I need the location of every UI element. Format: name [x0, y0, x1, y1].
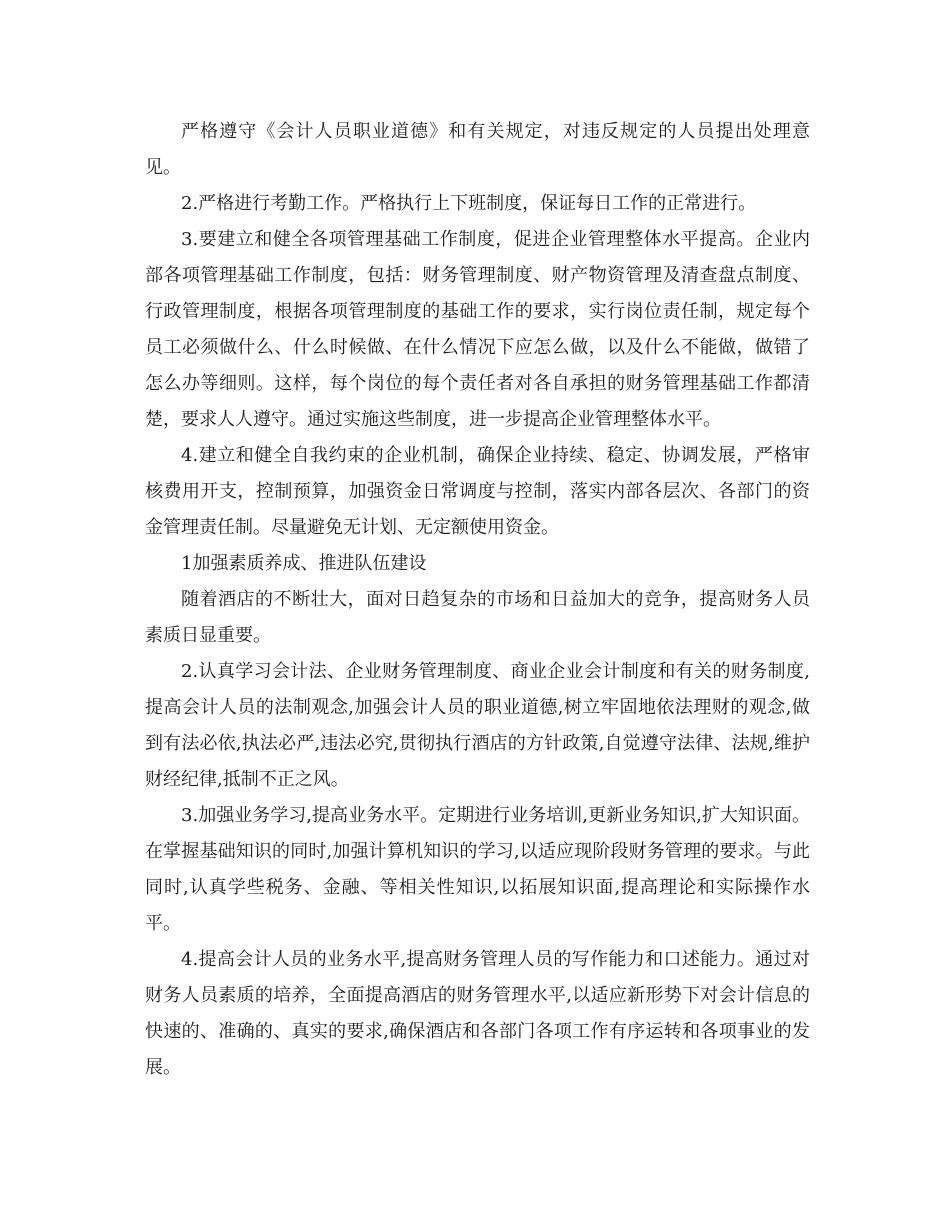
document-body — [145, 114, 810, 1086]
paragraph-management-systems: 3.要建立和健全各项管理基础工作制度，促进企业管理整体水平提高。企业内部各项管理基础工作制度，包括：财务管理制度、财产物资管理及清查盘点制度、行政管理制度，根据各项管理制度的基础工作的要求，实行岗位责任制，规定每个员工必须做什么、什么时候做、在什么情况下应怎么做，以及什么不能做，做错了怎么办等细则。这样，每个岗位的每个责任者对各自承担的财务管理基础工作都清楚，要求人人遵守。通过实施这些制度，进一步提高企业管理整体水平。 — [145, 229, 810, 430]
paragraph-staff-quality: 随着酒店的不断壮大，面对日趋复杂的市场和日益加大的竞争，提高财务人员素质日显重要。 — [145, 589, 810, 646]
paragraph-self-restraint: 4.建立和健全自我约束的企业机制，确保企业持续、稳定、协调发展，严格审核费用开支，控制预算，加强资金日常调度与控制，落实内部各层次、各部门的资金管理责任制。尽量避免无计划、无定额使用资金。 — [145, 445, 810, 538]
paragraph-study-law: 2.认真学习会计法、企业财务管理制度、商业企业会计制度和有关的财务制度,提高会计人员的法制观念,加强会计人员的职业道德,树立牢固地依法理财的观念,做到有法必依,执法必严,违法必究,贯彻执行酒店的方针政策,自觉遵守法律、法规,维护财经纪律,抵制不正之风。 — [145, 661, 810, 790]
paragraph-skill-improvement: 4.提高会计人员的业务水平,提高财务管理人员的写作能力和口述能力。通过对财务人员素质的培养，全面提高酒店的财务管理水平,以适应新形势下对会计信息的快速的、准确的、真实的要求,确保酒店和各部门各项工作有序运转和各项事业的发展。 — [145, 949, 810, 1078]
paragraph-attendance: 2.严格进行考勤工作。严格执行上下班制度，保证每日工作的正常进行。 — [181, 193, 757, 214]
paragraph-ethics: 严格遵守《会计人员职业道德》和有关规定，对违反规定的人员提出处理意见。 — [145, 121, 810, 178]
paragraph-business-study: 3.加强业务学习,提高业务水平。定期进行业务培训,更新业务知识,扩大知识面。在掌握基础知识的同时,加强计算机知识的学习,以适应现阶段财务管理的要求。与此同时,认真学些税务、金融、等相关性知识,以拓展知识面,提高理论和实际操作水平。 — [145, 805, 810, 934]
section-heading-quality: 1加强素质养成、推进队伍建设 — [181, 553, 427, 574]
